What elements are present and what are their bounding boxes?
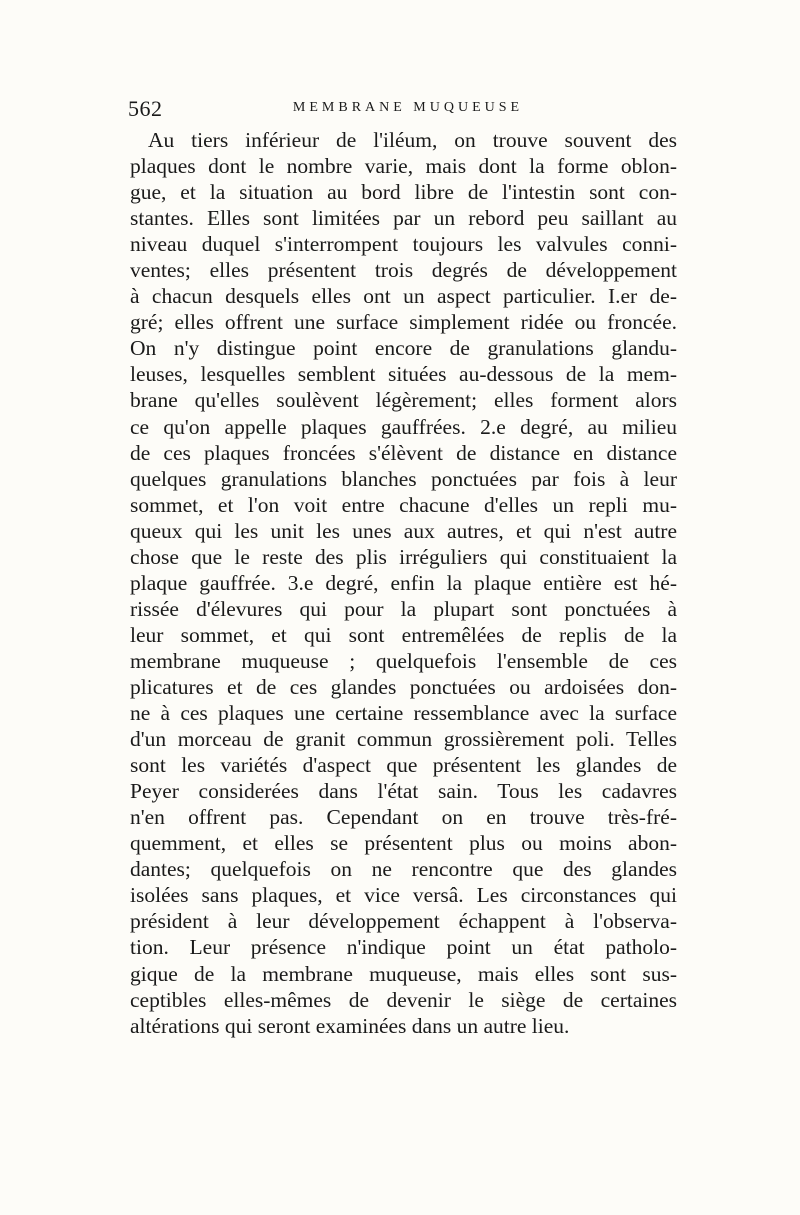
text-line: chose que le reste des plis irréguliers qui constituaient la bbox=[130, 544, 677, 569]
text-line: n'en offrent pas. Cependant on en trouve très-fré- bbox=[130, 805, 677, 830]
text-line: plaques dont le nombre varie, mais dont la forme oblon- bbox=[130, 154, 677, 179]
text-line: quelques granulations blanches ponctuées par fois à leur bbox=[130, 466, 677, 491]
text-line: Peyer considerées dans l'état sain. Tous les cadavres bbox=[130, 779, 677, 804]
text-line: quemment, et elles se présentent plus ou moins abon- bbox=[130, 831, 677, 856]
text-line: niveau duquel s'interrompent toujours les valvules conni- bbox=[130, 232, 677, 257]
text-line: gique de la membrane muqueuse, mais elles sont sus- bbox=[130, 961, 677, 986]
text-line: à chacun desquels elles ont un aspect particulier. I.er de- bbox=[130, 284, 677, 309]
text-line: rissée d'élevures qui pour la plupart sont ponctuées à bbox=[130, 596, 677, 621]
text-line: altérations qui seront examinées dans un autre lieu. bbox=[130, 1013, 570, 1038]
text-line: plicatures et de ces glandes ponctuées ou ardoisées don- bbox=[130, 674, 677, 699]
text-line: président à leur développement échappent à l'observa- bbox=[130, 909, 677, 934]
text-line: leur sommet, et qui sont entremêlées de replis de la bbox=[130, 622, 677, 647]
text-line: sont les variétés d'aspect que présentent les glandes de bbox=[130, 753, 677, 778]
text-line: tion. Leur présence n'indique point un état patholo- bbox=[130, 935, 677, 960]
text-line: d'un morceau de granit commun grossièrement poli. Telles bbox=[130, 727, 677, 752]
text-line: isolées sans plaques, et vice versâ. Les circonstances qui bbox=[130, 883, 677, 908]
text-line: dantes; quelquefois on ne rencontre que des glandes bbox=[130, 857, 677, 882]
text-line: stantes. Elles sont limitées par un rebord peu saillant au bbox=[130, 206, 677, 231]
text-line: plaque gauffrée. 3.e degré, enfin la plaque entière est hé- bbox=[130, 570, 677, 595]
text-line: ce qu'on appelle plaques gauffrées. 2.e degré, au milieu bbox=[130, 414, 677, 439]
text-line: membrane muqueuse ; quelquefois l'ensemble de ces bbox=[130, 648, 677, 673]
text-line: sommet, et l'on voit entre chacune d'elles un repli mu- bbox=[130, 492, 677, 517]
text-line: Au tiers inférieur de l'iléum, on trouve souvent des bbox=[148, 128, 677, 152]
page-number: 562 bbox=[128, 96, 163, 121]
running-title: MEMBRANE MUQUEUSE bbox=[292, 100, 524, 115]
running-head bbox=[128, 96, 688, 120]
text-line: gré; elles offrent une surface simplement ridée ou froncée. bbox=[130, 310, 677, 335]
text-line: brane qu'elles soulèvent légèrement; elles forment alors bbox=[130, 388, 677, 413]
text-line: queux qui les unit les unes aux autres, et qui n'est autre bbox=[130, 518, 677, 543]
text-line: ceptibles elles-mêmes de devenir le siège de certaines bbox=[130, 987, 677, 1012]
text-line: leuses, lesquelles semblent situées au-dessous de la mem- bbox=[130, 362, 677, 387]
text-line: ne à ces plaques une certaine ressemblance avec la surface bbox=[130, 701, 677, 726]
body-text bbox=[130, 127, 677, 1039]
text-line: On n'y distingue point encore de granulations glandu- bbox=[130, 336, 677, 361]
text-line: ventes; elles présentent trois degrés de développement bbox=[130, 258, 677, 283]
text-line: gue, et la situation au bord libre de l'intestin sont con- bbox=[130, 180, 677, 205]
text-line: de ces plaques froncées s'élèvent de distance en distance bbox=[130, 440, 677, 465]
